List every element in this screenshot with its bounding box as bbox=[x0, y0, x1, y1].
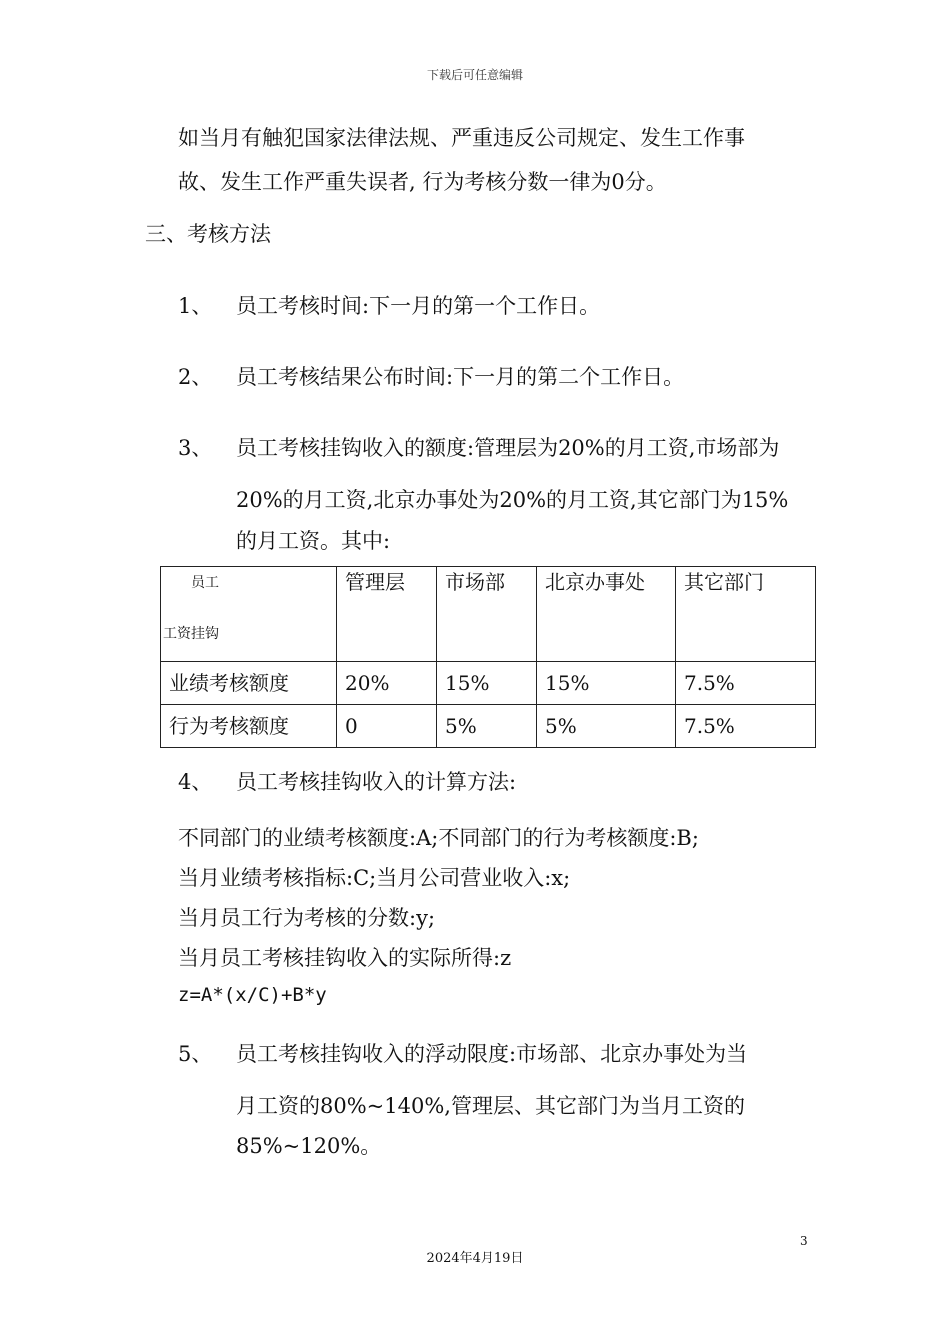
table-cell: 20% bbox=[337, 662, 437, 705]
item-text: 月工资的80%~140%,管理层、其它部门为当月工资的 bbox=[236, 1094, 745, 1118]
table-header-row bbox=[161, 567, 816, 662]
item-text: 20%的月工资,北京办事处为20%的月工资,其它部门为15% bbox=[236, 488, 789, 512]
item-text: 员工考核结果公布时间:下一月的第二个工作日。 bbox=[236, 365, 685, 389]
table-corner-cell bbox=[161, 567, 337, 662]
table-cell: 15% bbox=[437, 662, 537, 705]
definition-line: 当月业绩考核指标:C;当月公司营业收入:x; bbox=[178, 866, 571, 890]
definition-line: 不同部门的业绩考核额度:A;不同部门的行为考核额度:B; bbox=[178, 826, 699, 850]
item-text: 的月工资。其中: bbox=[236, 529, 391, 553]
column-header: 北京办事处 bbox=[537, 567, 676, 662]
table-row bbox=[161, 705, 816, 748]
column-header: 其它部门 bbox=[676, 567, 816, 662]
item-number: 2、 bbox=[178, 365, 213, 389]
item-number: 5、 bbox=[178, 1042, 213, 1066]
table-cell: 15% bbox=[537, 662, 676, 705]
page-number: 3 bbox=[800, 1234, 808, 1248]
table-cell: 7.5% bbox=[676, 705, 816, 748]
paragraph-line: 故、发生工作严重失误者, 行为考核分数一律为0分。 bbox=[178, 170, 667, 194]
column-header: 市场部 bbox=[437, 567, 537, 662]
item-number: 3、 bbox=[178, 436, 213, 460]
row-label: 行为考核额度 bbox=[161, 705, 337, 748]
table-cell: 5% bbox=[437, 705, 537, 748]
paragraph-line: 如当月有触犯国家法律法规、严重违反公司规定、发生工作事 bbox=[178, 126, 745, 150]
table-cell: 5% bbox=[537, 705, 676, 748]
section-title: 三、考核方法 bbox=[145, 222, 271, 246]
table-cell: 0 bbox=[337, 705, 437, 748]
column-header: 管理层 bbox=[337, 567, 437, 662]
item-text: 员工考核挂钩收入的额度:管理层为20%的月工资,市场部为 bbox=[236, 436, 780, 460]
item-number: 4、 bbox=[178, 770, 213, 794]
definition-line: 当月员工考核挂钩收入的实际所得:z bbox=[178, 946, 512, 970]
item-text: 员工考核时间:下一月的第一个工作日。 bbox=[236, 294, 601, 318]
quota-table bbox=[160, 566, 816, 748]
formula: z=A*(x/C)+B*y bbox=[178, 984, 327, 1006]
footer-date: 2024年4月19日 bbox=[426, 1251, 524, 1266]
corner-top-label: 员工 bbox=[191, 575, 219, 591]
table-row bbox=[161, 662, 816, 705]
row-label: 业绩考核额度 bbox=[161, 662, 337, 705]
table-cell: 7.5% bbox=[676, 662, 816, 705]
page-header: 下载后可任意编辑 bbox=[426, 68, 523, 82]
item-text: 员工考核挂钩收入的浮动限度:市场部、北京办事处为当 bbox=[236, 1042, 748, 1066]
definition-line: 当月员工行为考核的分数:y; bbox=[178, 906, 436, 930]
item-number: 1、 bbox=[178, 294, 213, 318]
item-text: 员工考核挂钩收入的计算方法: bbox=[236, 770, 517, 794]
corner-bottom-label: 工资挂钩 bbox=[163, 626, 219, 642]
item-text: 85%~120%。 bbox=[236, 1134, 382, 1158]
